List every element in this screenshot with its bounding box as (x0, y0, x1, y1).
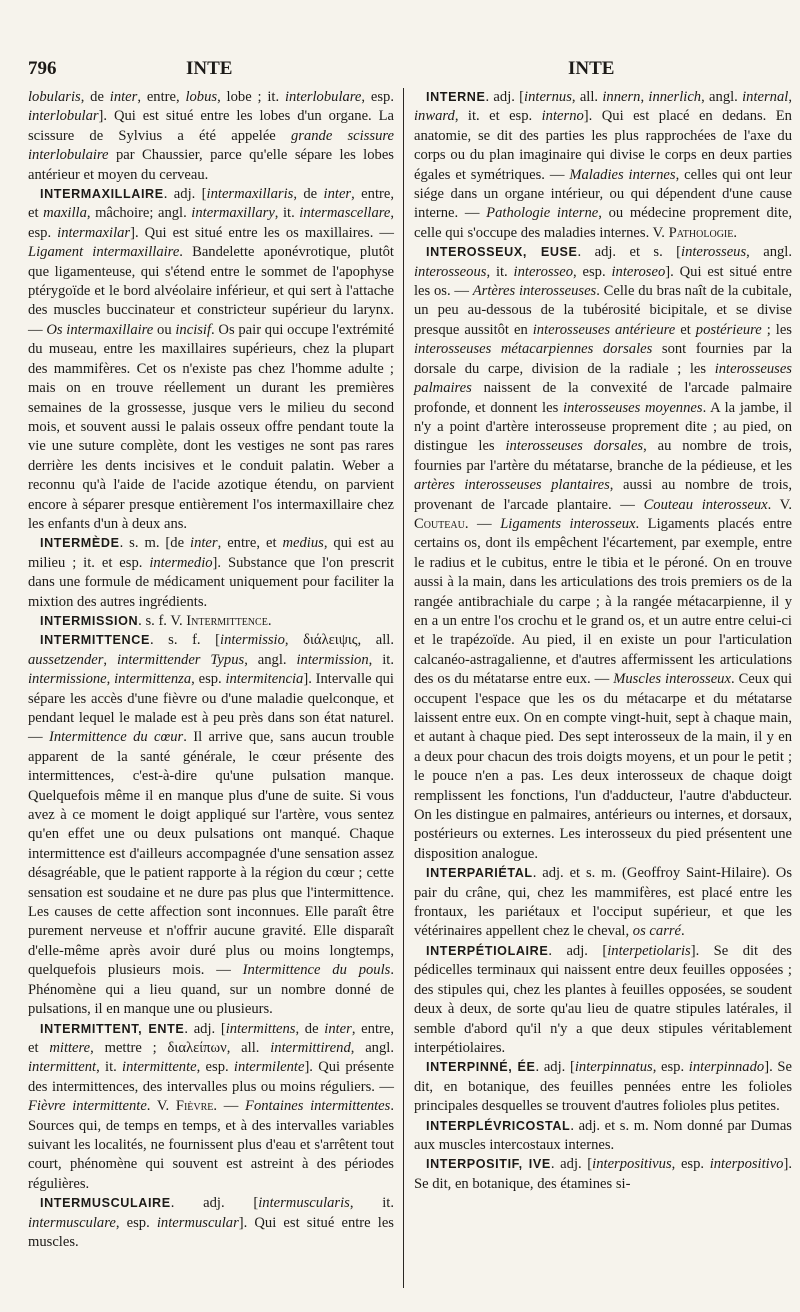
entry-text: ]. Qui est situé entre les os maxillaires. — (130, 224, 394, 241)
italic-term: intermission (296, 651, 369, 668)
italic-term: interlobulare (284, 89, 362, 105)
entry-text: , lobe ; it. (217, 89, 285, 105)
dictionary-entry (28, 1020, 394, 1195)
entry-text: , (106, 671, 115, 688)
italic-term: Maladies internes (569, 166, 676, 183)
italic-term: Artères interosseuses (472, 283, 597, 300)
entry-text: , esp. (28, 205, 395, 241)
entry-text: , esp. (115, 1214, 157, 1231)
entry-text: . Bandelette aponévrotique, plutôt que ligamenteuse, qui s'étend entre le sommet de l'apophyse ptérygoïde et le bord alvéolaire inférieur, et qui sert à l'attache des muscles buccinateur et constricteur supérieur du larynx. — (28, 244, 394, 338)
italic-term: postérieure (695, 321, 762, 338)
italic-term: incisif (175, 321, 212, 338)
entry-text: , angl. (244, 651, 297, 668)
italic-term: intermitencia (225, 671, 304, 688)
cross-reference: Intermittence (186, 612, 268, 629)
italic-term: interosseo (513, 263, 573, 280)
italic-term: intermittent (28, 1059, 97, 1076)
italic-term: intermascellare (299, 205, 391, 222)
entry-text: . adj. [ (184, 1020, 226, 1037)
entry-text: , entre, (137, 89, 186, 105)
entry-text: . adj. et s. [ (577, 244, 682, 261)
italic-term: Fièvre intermittente (28, 1098, 147, 1115)
entry-text: , all. (571, 89, 603, 105)
italic-term: intermittente (122, 1059, 197, 1076)
italic-term: interpinnado (688, 1059, 765, 1076)
italic-term: interosseuses moyennes (563, 399, 703, 416)
entry-text: , entre, et (217, 535, 283, 552)
italic-term: interosseuses dorsales (505, 438, 644, 455)
entry-headword: INTERMAXILLAIRE (40, 187, 164, 202)
entry-text: , διάλειψις, all. (284, 632, 395, 649)
italic-term: lobus (185, 89, 218, 105)
italic-term: inward (414, 108, 455, 125)
italic-term: inter (190, 535, 218, 552)
italic-term: medius (282, 535, 324, 552)
dictionary-entry (28, 612, 394, 631)
entry-text: . adj. [ (535, 1059, 575, 1076)
italic-term: innerlich (648, 89, 702, 105)
italic-term: interosseuses palmaires (414, 360, 792, 397)
entry-headword: INTERPINNÉ, ÉE (426, 1060, 536, 1075)
entry-text: ]. Se dit des pédicelles terminaux qui naissent entre deux feuilles opposées ; des stipules qui, chez les plantes à feuilles opposées, se soudent deux à deux, de sorte qu'au lieu de quatre stipules latérales, il semble d'abord qu'il n'y a que deux stipules véritablement interpétiolaires. (414, 942, 792, 1056)
italic-term: interosseuses antérieure (532, 321, 676, 338)
entry-text: , it. (96, 1059, 123, 1076)
entry-text: , esp. (573, 263, 612, 280)
entry-text: . adj. et s. m. Nom donné par Dumas aux muscles intercostaux internes. (414, 1117, 792, 1153)
entry-text: . (733, 224, 738, 241)
entry-text: , celles qui ont leur siége dans un organe intérieur, ou qui dépendent d'une cause interne. — (414, 166, 793, 222)
italic-term: interno (541, 108, 584, 125)
cross-reference: Fièvre (175, 1098, 214, 1115)
entry-text: ]. Se dit, en botanique, des feuilles pennées entre les folioles principales desquelles se trouvent d'autres folioles plus petites. (414, 1059, 792, 1115)
cross-reference: Couteau (414, 515, 465, 532)
italic-term: Couteau interosseux (643, 496, 768, 513)
right-column (414, 88, 792, 1194)
entry-text: , it. (274, 205, 300, 222)
entry-text: , esp. (361, 89, 394, 105)
entry-text: , entre, et (28, 186, 394, 222)
italic-term: Pathologie interne (486, 205, 599, 222)
entry-headword: INTERMITTENT, ENTE (40, 1021, 185, 1036)
column-rule (403, 88, 404, 1288)
entry-text: . adj. [ (550, 1156, 593, 1173)
dictionary-entry (414, 1117, 792, 1156)
entry-text: ]. Qui est situé entre les muscles. (28, 1214, 394, 1250)
entry-headword: INTEROSSEUX, EUSE (426, 245, 578, 260)
italic-term: artères interosseuses plantaires (414, 477, 610, 494)
entry-text: ou (153, 321, 176, 338)
entry-headword: INTERNE (426, 90, 486, 104)
italic-term: intermuscular (156, 1214, 239, 1231)
entry-text: , mettre ; διαλείπων, all. (90, 1039, 271, 1056)
entry-text: , esp. (196, 1059, 234, 1076)
dictionary-entry (28, 534, 394, 612)
entry-text: ]. Se dit, en botanique, des étamines si- (414, 1156, 792, 1192)
entry-text: ]. Qui est situé entre les lobes d'un organe. La scissure de Sylvius a été appelée (28, 108, 394, 144)
italic-term: aussetzender (28, 651, 104, 668)
dictionary-entry (414, 942, 792, 1058)
italic-term: interpositivus (592, 1156, 672, 1173)
entry-continuation (28, 88, 394, 185)
entry-text: . adj. [ (170, 1195, 259, 1212)
entry-text: . s. f. [ (149, 632, 221, 649)
entry-text: , esp. (191, 671, 226, 688)
entry-text: , ou médecine proprement dite, celle qui s'occupe des maladies internes. V. (414, 205, 793, 241)
entry-text: , angl. (701, 89, 743, 105)
italic-term: Ligament intermaxillaire (28, 244, 180, 261)
italic-term: internal (742, 89, 789, 105)
entry-text: , de (80, 89, 110, 105)
italic-term: intermittenza (114, 671, 192, 688)
entry-text: et (675, 321, 696, 338)
entry-text: . Os pair qui occupe l'extrémité du museau, entre les maxillaires supérieurs, chez la plupart des mammifères. Cet os n'existe pas chez l'homme adulte ; mais on en trouve réellement un durant les premières semaines de la grossesse, jusque vers le milieu du second mois, et souvent aussi le palais osseux offre pendant toute la vie une suture complète, dont les vestiges ne sont pas rares derrière les dents incisives et le conduit palatin. Weber a reconnu qu'à l'aide de l'acide azotique étendu, on parvient encore à séparer presque entièrement l'os intermaxillaire chez les enfants d'un à deux ans. (28, 321, 395, 532)
entry-text: par Chaussier, parce qu'elle sépare les lobes antérieur et moyen du cerveau. (28, 147, 394, 183)
italic-term: Intermittence du pouls (242, 962, 391, 979)
italic-term: intermittens (225, 1020, 296, 1037)
italic-term: interpetiolaris (607, 942, 691, 959)
entry-text: . A la jambe, il n'y a point d'artère interosseuse proprement dite ; au pied, on distingue les (414, 399, 792, 455)
dictionary-entry (28, 185, 394, 534)
italic-term: inter (323, 186, 352, 203)
italic-term: Fontaines intermittentes (245, 1098, 391, 1115)
italic-term: interlobular (28, 108, 99, 125)
entry-text: , (103, 651, 117, 668)
entry-text: . Ceux qui occupent l'espace que les os du métacarpe et du métatarse laissent entre eux. On en compte vingt-huit, sept à chaque main, et autant à chaque pied. Des sept interosseux de la main, il y en a deux pour chacun des trois doigts moyens, et un pour le petit ; le pouce n'en a pas. Les deux interosseux de chaque doigt remplissent les fonctions, l'un d'adducteur, l'autre d'abducteur. On les distingue en palmaires, antérieurs ou internes, et dorsaux, postérieurs ou externes. Les interosseux du pied présentent une disposition analogue. (414, 671, 792, 862)
italic-term: interpinnatus (574, 1059, 653, 1076)
italic-term: os carré (632, 923, 682, 940)
italic-term: inter (324, 1020, 352, 1037)
entry-text: . adj. [ (485, 89, 525, 105)
italic-term: intermissio (220, 632, 285, 649)
entry-text: . adj. [ (163, 186, 207, 203)
entry-text: ]. Substance que l'on prescrit dans une formule de médicament uniquement pour faciliter la mixtion des autres ingrédients. (28, 554, 394, 610)
entry-text: . — (464, 515, 501, 532)
entry-text: . Il arrive que, sans aucun trouble apparent de la santé générale, le cœur présente des intermittences, c'est-à-dire qu'une pulsation manque. Quelquefois même il en manque plus d'une de suite. Si vous avez à ce moment le doigt appliqué sur l'artère, vous sentez qu'en effet une ou deux pulsations ont manqué. Chaque intermittence est d'ailleurs accompagnée d'une sensation assez désagréable, que le patient rapporte à la région du cœur ; cette sensation est soudaine et ne dure pas plus que l'intermittence. Les causes de cette affection sont inconnues. Elle paraît être purement nerveuse et n'offrir aucune gravité. Elle disparaît d'elle-même après avoir duré plus ou moins longtemps, quelquefois plusieurs mois. — (28, 729, 394, 979)
entry-text: ]. Qui est situé entre les os. — (414, 263, 792, 300)
italic-term: interosseuses métacarpiennes dorsales (414, 341, 653, 358)
entry-headword: INTERMÈDE (40, 536, 120, 551)
entry-text: . adj. [ (548, 942, 608, 959)
entry-headword: INTERMISSION (40, 613, 139, 628)
italic-term: Intermittence du cœur (48, 729, 184, 746)
italic-term: intermittirend (270, 1039, 351, 1056)
italic-term: interoseo (611, 263, 666, 280)
entry-text: . — (213, 1098, 246, 1115)
italic-term: intermusculare (28, 1214, 116, 1231)
italic-term: Os intermaxillaire (46, 321, 154, 338)
entry-text: , de (295, 1020, 325, 1037)
entry-text: naissent de la convexité de l'arcade palmaire profonde, et donnent les (414, 380, 792, 416)
entry-text: , (788, 89, 792, 105)
entry-headword: INTERPOSITIF, IVE (426, 1157, 551, 1172)
entry-text: ]. Qui présente des intermittences, des intervalles plus ou moins réguliers. — (28, 1059, 394, 1095)
italic-term: intermaxillaris (206, 186, 294, 203)
dictionary-entry (414, 864, 792, 942)
entry-text: . Sources qui, de temps en temps, et à des intervalles variables suivant les localités, ne fournissent plus d'eau et s'arrêtent tout court, phénomène qui souvent est astreint à des périodes régulières. (28, 1098, 394, 1192)
entry-headword: INTERMITTENCE (40, 633, 150, 648)
entry-text: . s. m. [de (119, 535, 191, 552)
running-head-right: INTE (568, 58, 615, 79)
dictionary-entry (414, 88, 792, 243)
cross-reference: Pathologie (668, 224, 734, 241)
italic-term: intermuscularis (258, 1195, 350, 1212)
entry-text: , it. et esp. (454, 108, 542, 125)
dictionary-entry (414, 1155, 792, 1194)
italic-term: internus (524, 89, 572, 105)
italic-term: interosseous (414, 263, 487, 280)
running-head-left: INTE (186, 58, 233, 79)
left-column (28, 88, 394, 1252)
italic-term: intermittender Typus (116, 651, 245, 668)
entry-headword: INTERPÉTIOLAIRE (426, 943, 549, 958)
entry-text: . Ligaments placés entre certains os, dont ils empêchent l'écartement, par exemple, entre le radius et le cubitus, entre le tibia et le péroné. On en trouve aussi à la main, dans les articulations des trois premiers os de la rangée antibrachiale du carpe ; à la rangée métacarpienne, il y en a un entre l'os crochu et le grand os, et un autre entre celui-ci et le trapézoïde. Au pied, il en existe un pour l'articulation calcanéo-astragalienne, et d'autres affermissent les articulations des os du métatarse entre eux. — (414, 515, 793, 688)
dictionary-entry (414, 243, 792, 864)
italic-term: Muscles interosseux (613, 671, 731, 688)
italic-term: maxilla (43, 205, 87, 222)
entry-text: , qui est au milieu ; it. et esp. (28, 535, 394, 571)
entry-text: ]. Intervalle qui sépare les accès d'une fièvre ou d'une maladie quelconque, et pendant lequel le malade est à peu près dans son état naturel. — (28, 671, 394, 746)
entry-text: , entre, et (28, 1020, 394, 1056)
entry-text: . adj. et s. m. (Geoffroy Saint-Hilaire). Os pair du crâne, qui, chez les mammifères, est placé entre les frontaux, les pariétaux et l'occiput supérieur, et que les vétérinaires appellent chez le cheval, (414, 865, 792, 940)
entry-text: , esp. (652, 1059, 689, 1076)
entry-text: , au nombre de trois, fournies par l'artère du métatarse, branche de la pédieuse, et les (414, 438, 792, 474)
italic-term: intermissione (28, 671, 107, 688)
entry-text: , it. (349, 1195, 394, 1212)
dictionary-entry (414, 1058, 792, 1116)
entry-text: , it. (368, 651, 394, 668)
entry-text: , angl. (746, 244, 792, 261)
entry-text: ]. Qui est placé en dedans. En anatomie, se dit des parties les plus rapprochées de l'axe du corps ou du plan imaginaire qui divise le corps en deux parties égales et symétriques. — (414, 108, 792, 183)
italic-term: innern (602, 89, 641, 105)
entry-text: . Phénomène qui a lieu quand, sur un nombre donné de pulsations, il en manque une ou plusieurs. (28, 962, 394, 1018)
entry-headword: INTERPARIÉTAL (426, 866, 533, 881)
entry-text: . Celle du bras naît de la cubitale, un peu au-dessous de la tubérosité bicipitale, et se divise presque aussitôt en (414, 283, 793, 338)
entry-headword: INTERPLÉVRICOSTAL (426, 1118, 571, 1133)
italic-term: grande scissure interlobulaire (28, 127, 394, 164)
italic-term: intermedio (149, 554, 213, 571)
italic-term: intermilente (233, 1059, 305, 1076)
page-header (28, 58, 794, 84)
entry-headword: INTERMUSCULAIRE (40, 1196, 171, 1211)
entry-text: ; les (761, 321, 792, 338)
italic-term: intermaxillary (191, 205, 275, 222)
entry-text: , esp. (671, 1156, 710, 1173)
entry-text: , aussi au nombre de trois, provenant de l'arcade plantaire. — (414, 477, 792, 513)
italic-term: interosseus (681, 244, 747, 261)
entry-text: , it. (486, 263, 514, 280)
entry-text: , mâchoire; angl. (86, 205, 192, 222)
dictionary-entry (28, 1194, 394, 1252)
italic-term: lobularis (28, 89, 81, 105)
entry-text: , (640, 89, 649, 105)
dictionary-entry (28, 631, 394, 1019)
entry-text: . s. f. V. (138, 612, 187, 629)
entry-text: . (681, 923, 685, 940)
page-number: 796 (28, 58, 57, 79)
italic-term: Ligaments interosseux (500, 515, 636, 532)
italic-term: mittere (49, 1039, 91, 1056)
entry-text: sont fournies par la dorsale du carpe, division de la radiale ; les (414, 341, 792, 377)
italic-term: intermaxilar (57, 224, 131, 241)
entry-text: , angl. (350, 1039, 394, 1056)
italic-term: inter (109, 89, 138, 105)
entry-text: . V. (146, 1098, 176, 1115)
entry-text: . V. (767, 496, 792, 513)
entry-text: , de (293, 186, 324, 203)
entry-text: . (267, 612, 272, 629)
italic-term: interpositivo (709, 1156, 784, 1173)
